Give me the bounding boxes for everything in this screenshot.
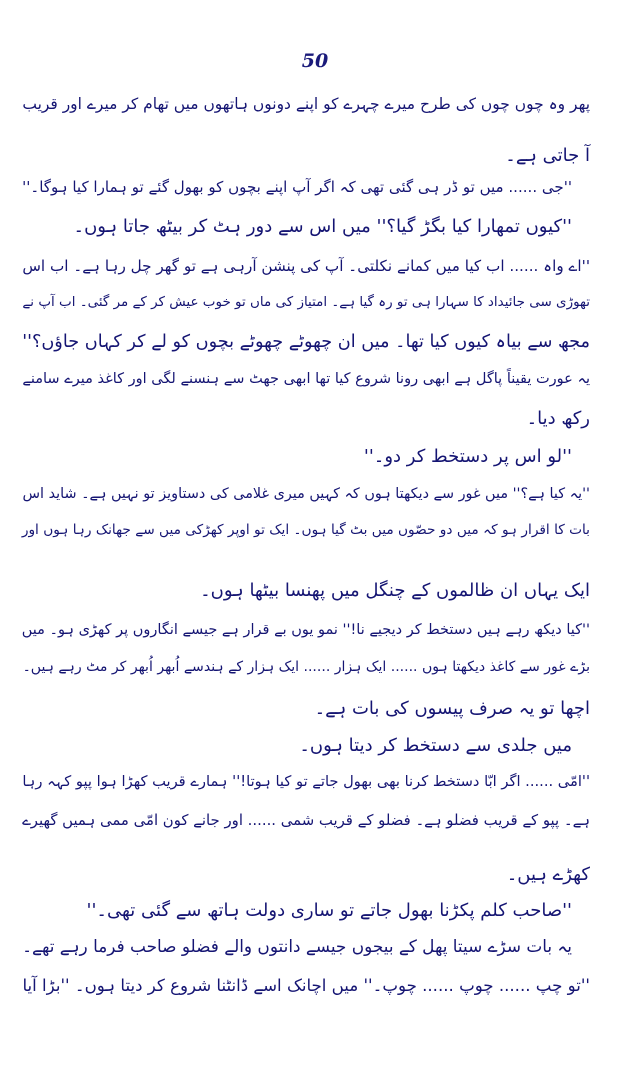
text-line: ''لو اس پر دستخط کر دو۔'' [363,446,572,467]
text-line: رکھ دیا۔ [526,408,590,429]
text-line: ''اے واہ ...... اب کیا میں کمانے نکلتی۔ آپ کی پنشن آرہی ہے تو گھر چل رہا ہے۔ اب اس [22,257,590,275]
text-line: میں جلدی سے دستخط کر دیتا ہوں۔ [299,735,572,756]
text-line: ''صاحب کلم پکڑنا بھول جاتے تو ساری دولت ہاتھ سے گئی تھی۔'' [86,900,572,921]
text-line: بات کا اقرار ہو کہ میں دو حصّوں میں بٹ گیا ہوں۔ ایک تو اوپر کھڑکی میں سے جھانک رہا ہوں اور [21,522,590,538]
text-line: ''کیوں تمھارا کیا بگڑ گیا؟'' میں اس سے دور ہٹ کر بیٹھ جاتا ہوں۔ [73,216,572,237]
text-line: ''تو چپ ...... چوپ ...... چوپ۔'' میں اچانک اسے ڈانٹنا شروع کر دیتا ہوں۔ ''بڑا آیا [22,976,590,995]
text-line: اچھا تو یہ صرف پیسوں کی بات ہے۔ [314,698,590,719]
text-line: ''کیا دیکھ رہے ہیں دستخط کر دیجیے نا!'' نمو یوں بے قرار ہے جیسے انگاروں پر کھڑی ہو۔ میں [21,622,590,638]
page-number: 50 [301,50,329,72]
text-line: پھر وہ چوں چوں کی طرح میرے چہرے کو اپنے دونوں ہاتھوں میں تھام کر میرے اور قریب [22,95,590,113]
text-line: کھڑے ہیں۔ [506,864,590,885]
text-line: یہ بات سڑے سیتا پھل کے بیجوں جیسے دانتوں والے فضلو صاحب فرما رہے تھے۔ [22,936,572,956]
text-line: تھوڑی سی جائیداد کا سہارا ہی تو رہ گیا ہے۔ امتیاز کی ماں تو خوب عیش کر کے مر گئی۔ اب آپ نے [22,294,590,310]
text-line: مجھ سے بیاہ کیوں کیا تھا۔ میں ان چھوٹے چھوٹے بچوں کو لے کر کہاں جاؤں؟'' [22,332,590,352]
text-line: ''یہ کیا ہے؟'' میں غور سے دیکھتا ہوں کہ کہیں میری غلامی کی دستاویز تو نہیں ہے۔ شاید اس [22,486,590,502]
text-line: یہ عورت یقیناً پاگل ہے ابھی رونا شروع کیا تھا ابھی جھٹ سے ہنسنے لگی اور کاغذ میرے سامنے [22,371,590,387]
text-line: ایک یہاں ان ظالموں کے چنگل میں پھنسا بیٹھا ہوں۔ [200,580,590,601]
text-line: ''جی ...... میں تو ڈر ہی گئی تھی کہ اگر آپ اپنے بچوں کو بھول گئے تو ہمارا کیا ہوگا۔'' [22,178,572,196]
text-line: ہے۔ پپو کے قریب فضلو ہے۔ فضلو کے قریب شمی ...... اور جانے کون امّی ممی ہمیں گھیرے [22,811,590,829]
text-line: ''امّی ...... اگر ابّا دستخط کرنا بھی بھول جاتے تو کیا ہوتا!'' ہمارے قریب کھڑا ہوا پپو کہہ رہا [22,773,590,790]
text-line: بڑے غور سے کاغذ دیکھتا ہوں ...... ایک ہزار ...... ایک ہزار کے ہندسے اُبھر اُبھر کر مٹ رہے ہیں۔ [22,659,590,675]
text-line: آ جاتی ہے۔ [505,145,590,166]
